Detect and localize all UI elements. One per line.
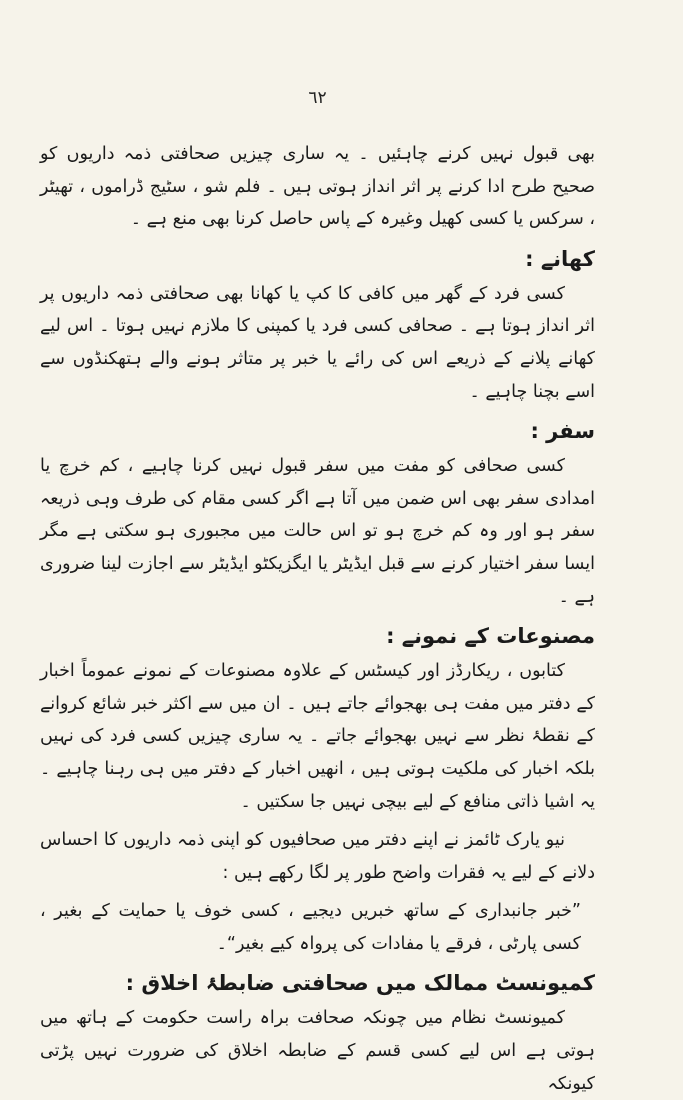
- paragraph-nyt: نیو یارک ٹائمز نے اپنے دفتر میں صحافیوں کو اپنی ذمہ داریوں کا احساس دلانے کے لیے یہ فقرات واضح طور پر لگا رکھے ہیں :: [40, 830, 595, 883]
- paragraph-food: کسی فرد کے گھر میں کافی کا کپ یا کھانا بھی صحافتی ذمہ داریوں پر اثر انداز ہوتا ہے ۔ صحافی کسی فرد یا کمپنی کا ملازم نہیں ہوتا ۔ اس لیے کھانے پلانے کے ذریعے اس کی رائے یا خبر پر متاثر ہونے والے ہتھکنڈوں سے اسے بچنا چاہیے ۔: [40, 283, 595, 402]
- page-content: [40, 138, 595, 1100]
- heading-food: کھانے :: [525, 246, 595, 271]
- heading-travel: سفر :: [530, 419, 595, 444]
- quotation: ”خبر جانبداری کے ساتھ خبریں دیجیے ، کسی خوف یا حمایت کے بغیر ، کسی پارٹی ، فرقے یا مفادات کی پرواہ کیے بغیر“۔: [40, 901, 581, 954]
- paragraph-samples: کتابوں ، ریکارڈز اور کیسٹس کے علاوہ مصنوعات کے نمونے عموماً اخبار کے دفتر میں مفت ہی بھجوائے جاتے ہیں ۔ ان میں سے اکثر خبر شائع کروانے کے نقطۂ نظر سے نہیں بھجوائے جاتے ۔ یہ ساری چیزیں کسی فرد کی نہیں بلکہ اخبار کی ملکیت ہوتی ہیں ، انھیں اخبار کے دفتر میں ہی رہنا چاہیے ۔ یہ اشیا ذاتی منافع کے لیے بیچی نہیں جا سکتیں ۔: [40, 661, 595, 812]
- paragraph-travel: کسی صحافی کو مفت میں سفر قبول نہیں کرنا چاہیے ، کم خرچ یا امدادی سفر بھی اس ضمن میں آتا ہے اگر کسی مقام کی طرف وہی ذریعہ سفر ہو اور وہ کم خرچ ہو تو اس حالت میں مجبوری ہو سکتی ہے مگر ایسا سفر اختیار کرنے سے قبل ایڈیٹر یا ایگزیکٹو ایڈیٹر سے اجازت لینا ضروری ہے ۔: [40, 456, 595, 607]
- page-number: ٦٢: [308, 88, 327, 108]
- paragraph-communist: کمیونسٹ نظام میں چونکہ صحافت براہ راست حکومت کے ہاتھ میں ہوتی ہے اس لیے کسی قسم کے ضابطہ اخلاق کی ضرورت نہیں پڑتی کیونکہ: [40, 1008, 595, 1094]
- heading-product-samples: مصنوعات کے نمونے :: [386, 624, 595, 649]
- heading-communist-code: کمیونسٹ ممالک میں صحافتی ضابطۂ اخلاق :: [125, 971, 595, 996]
- paragraph-intro: بھی قبول نہیں کرنے چاہئیں ۔ یہ ساری چیزیں صحافتی ذمہ داریوں کو صحیح طرح ادا کرنے پر اثر انداز ہوتی ہیں ۔ فلم شو ، سٹیج ڈراموں ، تھیٹر ، سرکس یا کسی کھیل وغیرہ کے پاس حاصل کرنا بھی منع ہے ۔: [40, 144, 595, 230]
